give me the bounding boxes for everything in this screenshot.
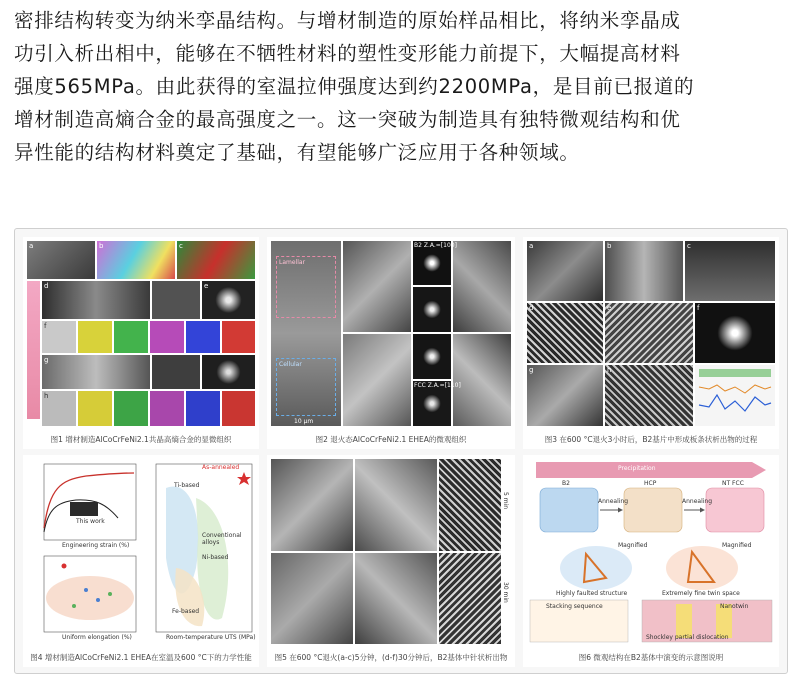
- subfig-label: a: [29, 242, 34, 250]
- figure-panel: [14, 228, 788, 674]
- figure-2: [267, 237, 515, 449]
- sem-tile: [26, 240, 96, 280]
- region-label: Ni-based: [202, 554, 229, 561]
- subfig-label: d: [44, 282, 49, 290]
- pink-bar: [26, 280, 41, 420]
- paragraph-line-5: 异性能的结构材料奠定了基础，有望能够广泛应用于各种领域。: [14, 141, 580, 164]
- cellular-label: Cellular: [279, 361, 302, 368]
- diffraction-tile: [412, 286, 452, 333]
- x-axis-label: Room-temperature UTS (MPa): [166, 634, 256, 641]
- tem-tile: [354, 552, 438, 645]
- legend-label: This work: [76, 518, 105, 525]
- tem-tile: [151, 354, 201, 390]
- tem-tile: [41, 354, 151, 390]
- fft-tile: [694, 302, 776, 364]
- process-arrow-label: Precipitation: [618, 465, 656, 472]
- legend-label: Conventional alloys: [202, 532, 242, 546]
- hrtem-tile: [526, 302, 604, 364]
- lamellar-label: Lamellar: [279, 259, 306, 266]
- eds-map-tile: [185, 320, 221, 354]
- time-label: 5 min: [502, 492, 509, 510]
- description-label: Extremely fine twin space: [662, 590, 740, 597]
- region-label: Ti-based: [174, 482, 200, 489]
- hrtem-tile: [438, 458, 502, 552]
- tem-tile: [270, 458, 354, 552]
- line-profile-tile: [694, 364, 776, 427]
- article-paragraph: [14, 4, 790, 169]
- eds-map-tile: [149, 390, 185, 427]
- tem-tile: [41, 280, 151, 320]
- figure-1-image: [26, 240, 256, 427]
- subfig-label: b: [99, 242, 104, 250]
- process-label: Annealing: [682, 498, 713, 505]
- eds-map-tile: [113, 320, 149, 354]
- phase-label: NT FCC: [722, 480, 744, 487]
- eds-map-tile: [221, 390, 256, 427]
- figure-1: [23, 237, 259, 449]
- figure-2-image: [270, 240, 512, 427]
- hrtem-tile: [438, 552, 502, 645]
- tem-tile: [270, 552, 354, 645]
- subfig-label: a: [529, 242, 534, 250]
- zone-axis-label: FCC Z.A.=[110]: [414, 382, 461, 389]
- figure-4-plots: [26, 458, 256, 645]
- figure-6-image: [526, 458, 776, 645]
- paragraph-line-2: 功引入析出相中，能够在不牺牲材料的塑性变形能力前提下，大幅提高材料: [14, 42, 681, 65]
- subfig-label: h: [44, 392, 49, 400]
- diffraction-tile: [201, 280, 256, 320]
- tem-tile: [452, 240, 512, 333]
- figure-3-image: [526, 240, 776, 427]
- eds-map-tile: [185, 390, 221, 427]
- figure-3: [523, 237, 779, 449]
- tem-tile: [526, 364, 604, 427]
- figure-3-caption: 图3 在600 °C退火3小时后，B2基片中形成板条状析出物的过程: [544, 435, 758, 444]
- eds-map-tile: [221, 320, 256, 354]
- tem-tile: [604, 240, 684, 302]
- process-label: Magnified: [618, 542, 648, 549]
- legend-label: As-annealed: [202, 464, 240, 471]
- tem-tile: [151, 280, 201, 320]
- subfig-label: h: [607, 366, 612, 374]
- eds-map-tile: [113, 390, 149, 427]
- figure-4: [23, 455, 259, 667]
- subfig-label: e: [607, 304, 612, 312]
- description-label: Highly faulted structure: [556, 590, 628, 597]
- diffraction-tile: [412, 333, 452, 380]
- phase-label: B2: [562, 480, 570, 487]
- x-axis-label: Uniform elongation (%): [62, 634, 132, 641]
- tem-tile: [526, 240, 604, 302]
- ebsd-tile: [96, 240, 176, 280]
- hrtem-tile: [604, 302, 694, 364]
- subfig-label: e: [204, 282, 209, 290]
- x-axis-label: Engineering strain (%): [62, 542, 130, 549]
- description-label: Nanotwin: [720, 603, 749, 610]
- phase-label: HCP: [644, 480, 657, 487]
- figure-1-caption: 图1 增材制造AlCoCrFeNi2.1共晶高熵合金的显微组织: [50, 435, 232, 444]
- eds-map-tile: [149, 320, 185, 354]
- process-label: Magnified: [722, 542, 752, 549]
- time-label-strip: [502, 458, 512, 645]
- subfig-label: c: [179, 242, 183, 250]
- description-label: Shockley partial dislocation: [646, 634, 729, 641]
- subfig-label: d: [529, 304, 534, 312]
- paragraph-line-4: 增材制造高熵合金的最高强度之一。这一突破为制造具有独特微观结构和优: [14, 108, 681, 131]
- figure-5: [267, 455, 515, 667]
- description-label: Stacking sequence: [546, 603, 603, 610]
- figure-4-caption: 图4 增材制造AlCoCrFeNi2.1 EHEA在室温及600 °C下的力学性能: [30, 653, 252, 662]
- figure-6: [523, 455, 779, 667]
- figure-5-caption: 图5 在600 °C退火(a-c)5分钟，(d-f)30分钟后，B2基体中针状析出物: [274, 653, 508, 662]
- tem-tile: [684, 240, 776, 302]
- tem-tile: [342, 333, 412, 427]
- region-label: Fe-based: [172, 608, 200, 615]
- eds-map-tile: [77, 320, 113, 354]
- hrtem-tile: [604, 364, 694, 427]
- diffraction-tile: [201, 354, 256, 390]
- subfig-label: b: [607, 242, 612, 250]
- scale-bar-label: 10 μm: [294, 418, 314, 425]
- subfig-label: c: [687, 242, 691, 250]
- subfig-label: g: [529, 366, 534, 374]
- line-profile-plot: [695, 365, 775, 426]
- tem-tile: [452, 333, 512, 427]
- phase-map-tile: [176, 240, 256, 280]
- figure-5-image: [270, 458, 512, 645]
- paragraph-line-1: 密排结构转变为纳米孪晶结构。与增材制造的原始样品相比，将纳米孪晶成: [14, 9, 681, 32]
- zone-axis-label: B2 Z.A.=[100]: [414, 242, 457, 249]
- process-label: Annealing: [598, 498, 629, 505]
- time-label: 30 min: [502, 582, 509, 603]
- paragraph-line-3: 强度565MPa。由此获得的室温拉伸强度达到约2200MPa，是目前已报道的: [14, 75, 695, 98]
- subfig-label: f: [44, 322, 47, 330]
- figure-4-image: [26, 458, 256, 645]
- figure-6-caption: 图6 微观结构在B2基体中演变的示意图说明: [578, 653, 724, 662]
- tem-tile: [342, 240, 412, 333]
- eds-map-tile: [77, 390, 113, 427]
- subfig-label: f: [697, 304, 700, 312]
- subfig-label: g: [44, 356, 49, 364]
- figure-2-caption: 图2 退火态AlCoCrFeNi2.1 EHEA的微观组织: [315, 435, 467, 444]
- tem-tile: [354, 458, 438, 552]
